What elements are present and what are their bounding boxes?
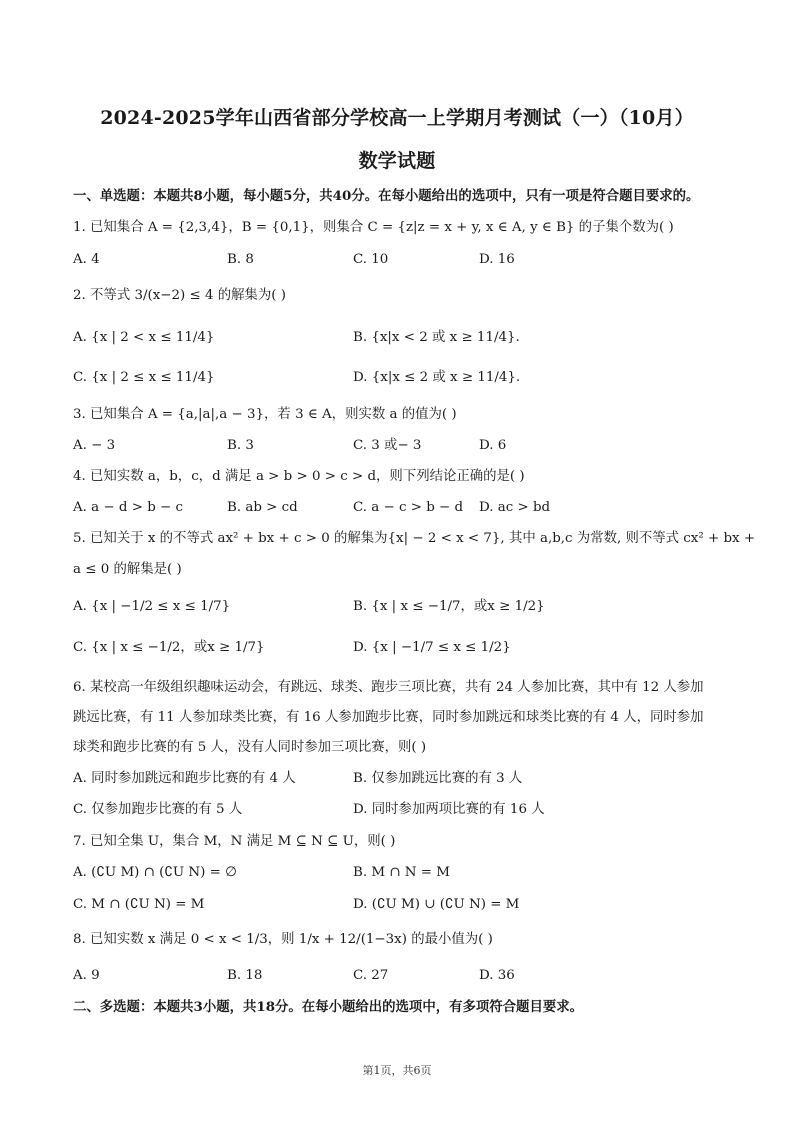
question-7-stem: 7. 已知全集 U，集合 M，N 满足 M ⊆ N ⊆ U，则( ) <box>73 834 396 849</box>
question-8-stem: 8. 已知实数 x 满足 0 < x < 1/3，则 1/x + 12/(1−3x) 的最小值为( ) <box>73 932 493 947</box>
page-title: 2024-2025学年山西省部分学校高一上学期月考测试（一）（10月） <box>100 107 694 129</box>
question-6-option-a: A. 同时参加跳远和跑步比赛的有 4 人 <box>73 771 296 786</box>
question-6-option-c: C. 仅参加跑步比赛的有 5 人 <box>73 802 243 817</box>
question-1-option-b: B. 8 <box>227 252 254 267</box>
question-1-option-d: D. 16 <box>479 252 515 267</box>
question-1-option-a: A. 4 <box>73 252 100 267</box>
question-5-option-b: B. {x | x ≤ −1/7，或x ≥ 1/2} <box>353 599 545 614</box>
question-6-option-b: B. 仅参加跳远比赛的有 3 人 <box>353 771 523 786</box>
question-3-option-d: D. 6 <box>479 438 507 453</box>
question-4-stem: 4. 已知实数 a，b，c，d 满足 a > b > 0 > c > d，则下列结论正确的是( ) <box>73 469 525 484</box>
question-4-option-c: C. a − c > b − d <box>353 500 464 515</box>
question-8-option-b: B. 18 <box>227 968 263 983</box>
question-5-stem: 5. 已知关于 x 的不等式 ax² + bx + c > 0 的解集为{x| − 2 < x < 7}, 其中 a,b,c 为常数, 则不等式 cx² + bx + <box>73 531 756 546</box>
question-4-option-d: D. ac > bd <box>479 500 551 515</box>
question-5-option-c: C. {x | x ≤ −1/2，或x ≥ 1/7} <box>73 640 265 655</box>
question-5-option-a: A. {x | −1/2 ≤ x ≤ 1/7} <box>73 599 231 614</box>
question-8-option-a: A. 9 <box>73 968 100 983</box>
section-heading-single: 一、单选题：本题共8小题，每小题5分，共40分。在每小题给出的选项中，只有一项是符合题目要求的。 <box>73 188 700 204</box>
question-6-stem-cont-2: 球类和跑步比赛的有 5 人，没有人同时参加三项比赛，则( ) <box>73 740 427 755</box>
question-4-option-b: B. ab > cd <box>227 500 298 515</box>
question-7-option-d: D. (∁U M) ∪ (∁U N) = M <box>353 897 520 912</box>
question-3-option-c: C. 3 或− 3 <box>353 438 422 453</box>
question-7-option-c: C. M ∩ (∁U N) = M <box>73 897 205 912</box>
question-6-stem: 6. 某校高一年级组织趣味运动会，有跳远、球类、跑步三项比赛，共有 24 人参加比赛，其中有 12 人参加 <box>73 680 704 695</box>
page-footer: 第1页，共6页 <box>362 1064 432 1077</box>
question-2-option-d: D. {x|x ≤ 2 或 x ≥ 11/4}. <box>353 370 521 385</box>
question-2-option-b: B. {x|x < 2 或 x ≥ 11/4}. <box>353 330 520 345</box>
question-6-stem-cont: 跳远比赛，有 11 人参加球类比赛，有 16 人参加跑步比赛，同时参加跳远和球类比赛的有 4 人，同时参加 <box>73 710 704 725</box>
question-1-stem: 1. 已知集合 A = {2,3,4}，B = {0,1}，则集合 C = {z|z = x + y, x ∈ A, y ∈ B} 的子集个数为( ) <box>73 220 674 235</box>
question-2-option-a: A. {x | 2 < x ≤ 11/4} <box>73 330 215 345</box>
question-5-stem-cont: a ≤ 0 的解集是( ) <box>73 562 182 577</box>
question-6-option-d: D. 同时参加两项比赛的有 16 人 <box>353 802 545 817</box>
question-2-stem: 2. 不等式 3/(x−2) ≤ 4 的解集为( ) <box>73 288 287 303</box>
question-4-option-a: A. a − d > b − c <box>73 500 184 515</box>
question-3-option-a: A. − 3 <box>73 438 116 453</box>
question-2-option-c: C. {x | 2 ≤ x ≤ 11/4} <box>73 370 215 385</box>
question-5-option-d: D. {x | −1/7 ≤ x ≤ 1/2} <box>353 640 511 655</box>
question-3-option-b: B. 3 <box>227 438 254 453</box>
question-8-option-d: D. 36 <box>479 968 515 983</box>
question-1-option-c: C. 10 <box>353 252 389 267</box>
page-subtitle: 数学试题 <box>358 150 436 172</box>
section-heading-multi: 二、多选题：本题共3小题，共18分。在每小题给出的选项中，有多项符合题目要求。 <box>73 999 584 1015</box>
question-8-option-c: C. 27 <box>353 968 389 983</box>
question-7-option-a: A. (∁U M) ∩ (∁U N) = ∅ <box>73 865 237 880</box>
question-3-stem: 3. 已知集合 A = {a,|a|,a − 3}，若 3 ∈ A，则实数 a 的值为( ) <box>73 407 457 422</box>
question-7-option-b: B. M ∩ N = M <box>353 865 450 880</box>
